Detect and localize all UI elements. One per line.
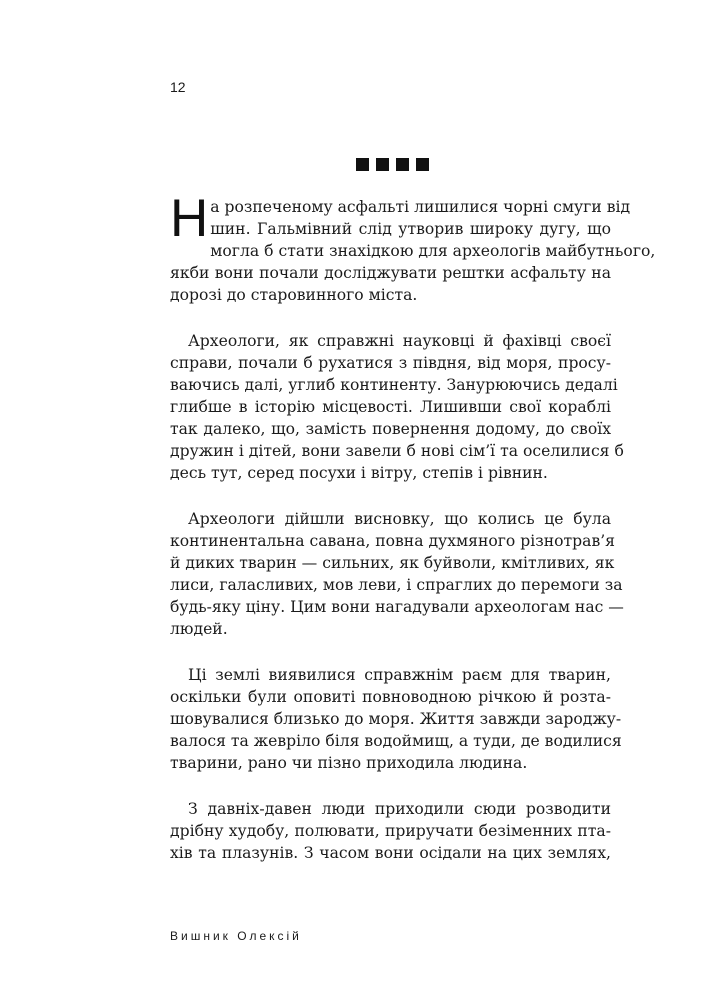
separator-square (416, 158, 429, 171)
text-line: справи, почали б рухатися з півдня, від моря, просу- (170, 354, 611, 372)
text-line: людей. (170, 620, 228, 638)
text-line: валося та жевріло біля водоймищ, а туди, де водилися (170, 732, 622, 750)
paragraph (170, 330, 624, 484)
paragraph (170, 189, 656, 306)
text-line: а розпеченому асфальті лишилися чорні смуги від (210, 198, 631, 216)
text-line: шин. Гальмівний слід утворив широку дугу, що (210, 220, 611, 238)
separator-square (376, 158, 389, 171)
text-line: глибше в історію місцевості. Лишивши свої кораблі (170, 398, 611, 416)
text-line: Ці землі виявилися справжнім раєм для тварин, (188, 666, 611, 684)
separator-square (356, 158, 369, 171)
text-line: тварини, рано чи пізно приходила людина. (170, 754, 528, 772)
text-line: й диких тварин — сильних, як буйволи, кмітливих, як (170, 554, 615, 572)
text-line: будь-яку ціну. Цим вони нагадували археологам нас — (170, 598, 624, 616)
paragraph (170, 798, 611, 864)
drop-cap: Н (170, 189, 209, 248)
text-line: ваючись далі, углиб континенту. Занурюючись дедалі (170, 376, 618, 394)
text-line: так далеко, що, замість повернення додому, до своїх (170, 420, 611, 438)
footer-author: Вишник Олексій (170, 929, 302, 943)
text-line: Археологи, як справжні науковці й фахівці своєї (188, 332, 611, 350)
text-line: шовувалися близько до моря. Життя завжди зароджу- (170, 710, 622, 728)
paragraph (170, 664, 622, 774)
body-text (170, 189, 656, 888)
section-separator (356, 158, 429, 172)
text-line: континентальна савана, повна духмяного різнотрав’я (170, 532, 616, 550)
text-line: дружин і дітей, вони завели б нові сім’ї та оселилися б (170, 442, 624, 460)
page-number: 12 (170, 79, 186, 95)
text-line: лиси, галасливих, мов леви, і спраглих до перемоги за (170, 576, 623, 594)
separator-square (396, 158, 409, 171)
text-line: дрібну худобу, полювати, приручати безіменних пта- (170, 822, 611, 840)
text-line: могла б стати знахідкою для археологів майбутнього, (210, 242, 656, 260)
text-line: дорозі до старовинного міста. (170, 286, 418, 304)
text-line: Археологи дійшли висновку, що колись це була (188, 510, 611, 528)
text-line: хів та плазунів. З часом вони осідали на цих землях, (170, 844, 611, 862)
text-line: оскільки були оповиті повноводною річкою й розта- (170, 688, 611, 706)
text-line: якби вони почали досліджувати рештки асфальту на (170, 264, 611, 282)
paragraph (170, 508, 624, 640)
text-line: З давніх-давен люди приходили сюди розводити (188, 800, 611, 818)
text-line: десь тут, серед посухи і вітру, степів і рівнин. (170, 464, 548, 482)
